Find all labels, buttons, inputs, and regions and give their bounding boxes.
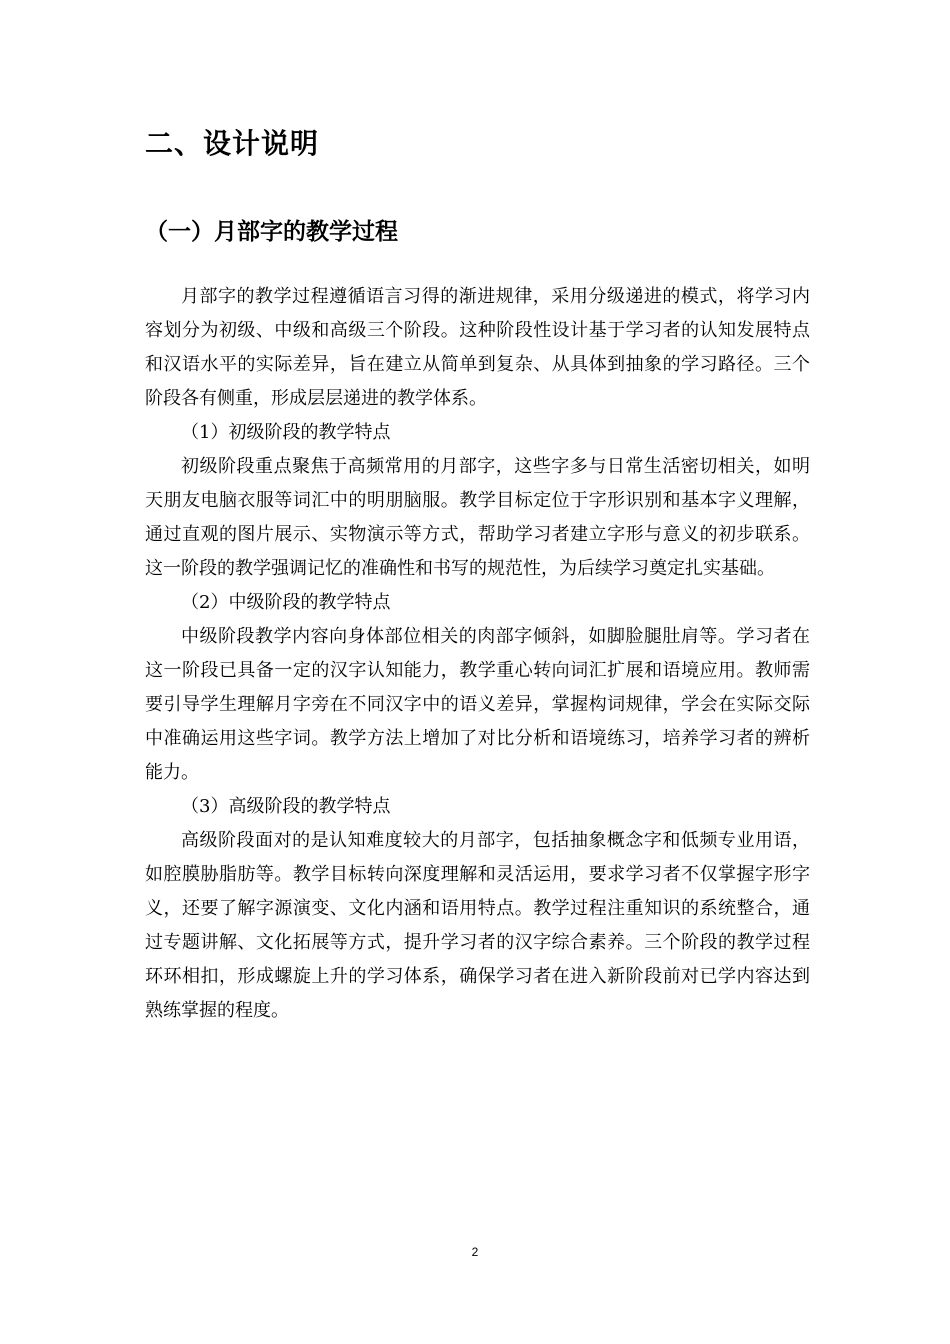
section-heading: （一）月部字的教学过程	[145, 219, 398, 245]
stage-3-paragraph: 高级阶段面对的是认知难度较大的月部字，包括抽象概念字和低频专业用语，如腔膜胁脂肪等。教学目标转向深度理解和灵活运用，要求学习者不仅掌握字形字义，还要了解字源演变、文化内涵和语用特点。教学过程注重知识的系统整合，通过专题讲解、文化拓展等方式，提升学习者的汉字综合素养。三个阶段的教学过程环环相扣，形成螺旋上升的学习体系，确保学习者在进入新阶段前对已学内容达到熟练掌握的程度。	[145, 830, 810, 1021]
stage-1-paragraph: 初级阶段重点聚焦于高频常用的月部字，这些字多与日常生活密切相关，如明天朋友电脑衣服等词汇中的明朋脑服。教学目标定位于字形识别和基本字义理解，通过直观的图片展示、实物演示等方式，帮助学习者建立字形与意义的初步联系。这一阶段的教学强调记忆的准确性和书写的规范性，为后续学习奠定扎实基础。	[145, 456, 810, 579]
body-text	[145, 280, 810, 1028]
chapter-heading: 二、设计说明	[145, 127, 320, 160]
page-number: 2	[471, 1245, 479, 1259]
intro-paragraph: 月部字的教学过程遵循语言习得的渐进规律，采用分级递进的模式，将学习内容划分为初级、中级和高级三个阶段。这种阶段性设计基于学习者的认知发展特点和汉语水平的实际差异，旨在建立从简单到复杂、从具体到抽象的学习路径。三个阶段各有侧重，形成层层递进的教学体系。	[145, 286, 810, 409]
stage-3-title: （3）高级阶段的教学特点	[181, 796, 391, 817]
stage-1-title: （1）初级阶段的教学特点	[181, 422, 391, 443]
stage-2-paragraph: 中级阶段教学内容向身体部位相关的肉部字倾斜，如脚脸腿肚肩等。学习者在这一阶段已具备一定的汉字认知能力，教学重心转向词汇扩展和语境应用。教师需要引导学生理解月字旁在不同汉字中的语义差异，掌握构词规律，学会在实际交际中准确运用这些字词。教学方法上增加了对比分析和语境练习，培养学习者的辨析能力。	[145, 626, 810, 783]
stage-2-title: （2）中级阶段的教学特点	[181, 592, 391, 613]
